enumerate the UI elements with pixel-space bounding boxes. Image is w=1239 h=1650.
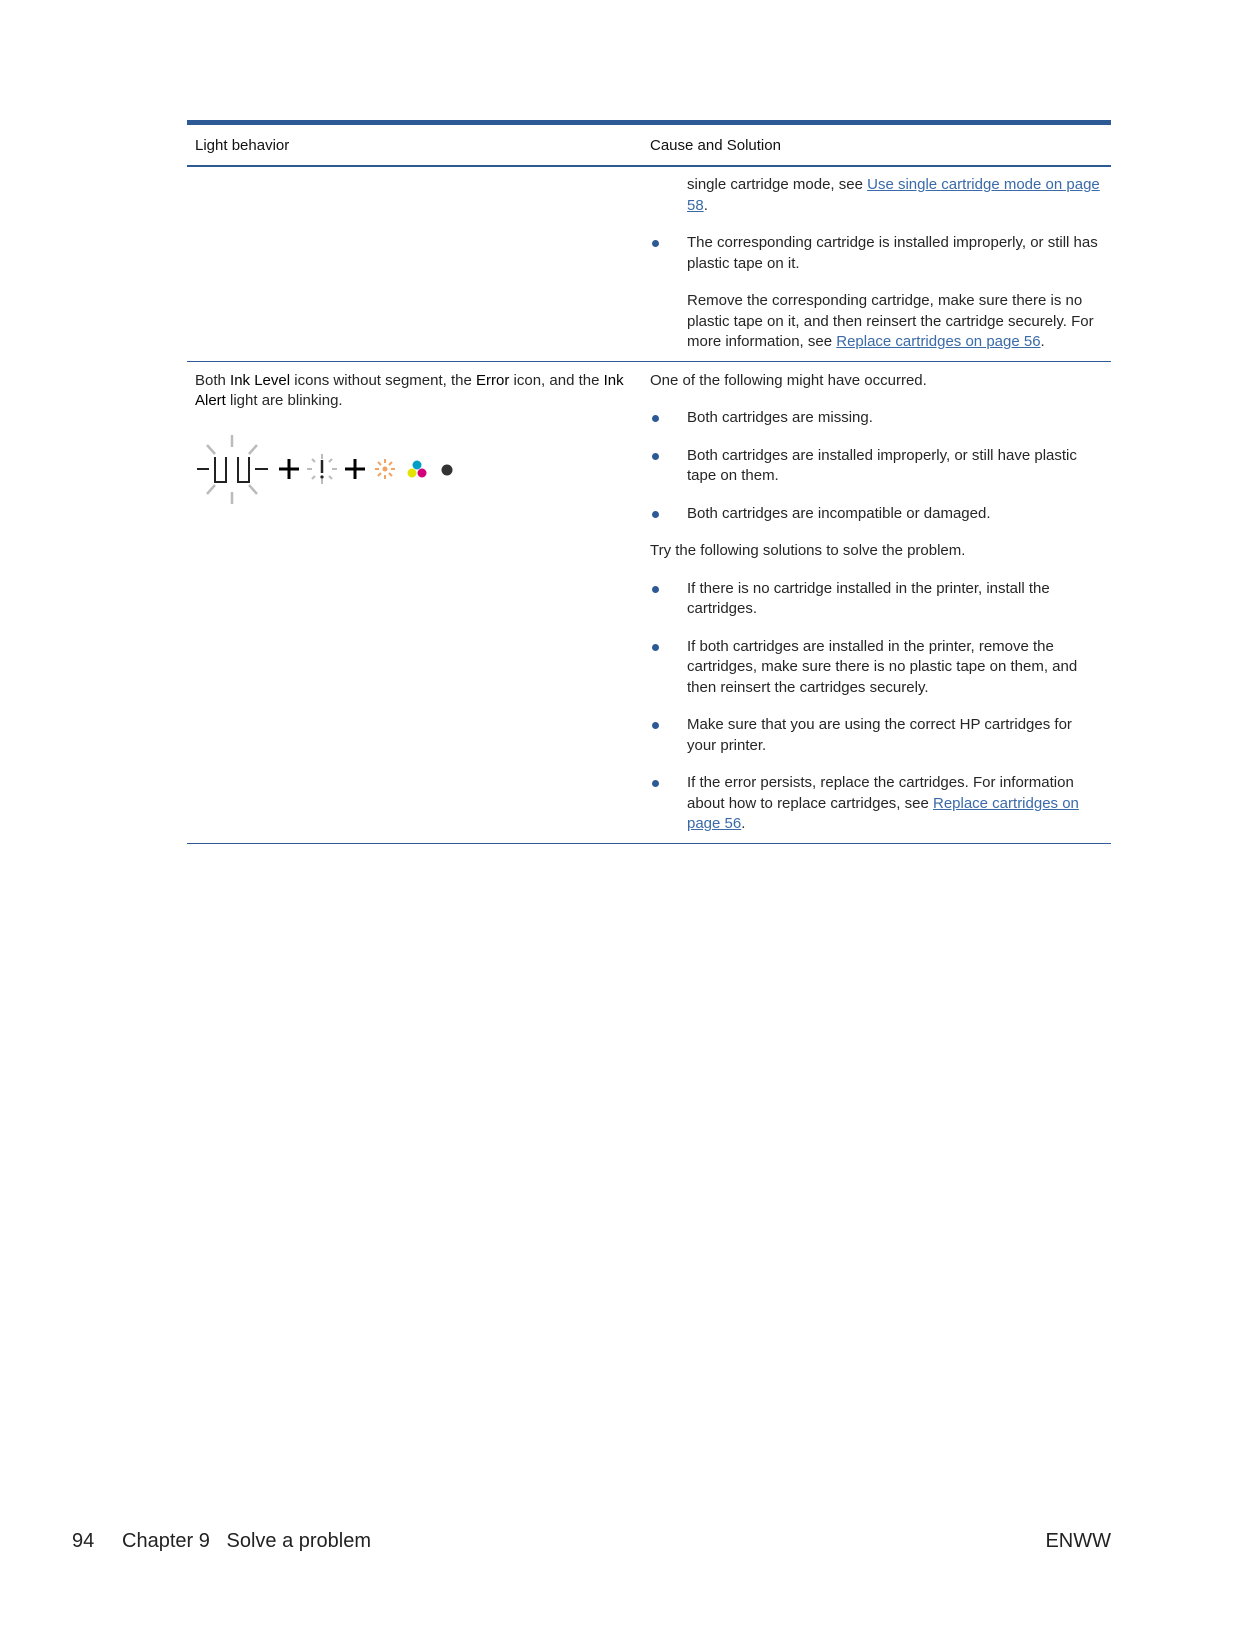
cause-cell <box>650 175 1111 353</box>
chapter-title: Chapter 9 Solve a problem <box>122 1530 372 1552</box>
bullet-icon <box>652 586 659 593</box>
list-item: If both cartridges are installed in the printer, remove the cartridges, make sure there is no plastic tape on them, and then reinsert the cartridges securely. <box>650 637 1103 699</box>
continued-text: single cartridge mode, see Use single cartridge mode on page 58. <box>687 176 1100 214</box>
bullet-icon <box>652 644 659 651</box>
bullet-icon <box>652 780 659 787</box>
single-cartridge-mode-link[interactable]: Use single cartridge mode on page 58 <box>687 176 1100 214</box>
color-cartridge-icon <box>408 460 427 477</box>
ink-alert-icon <box>375 459 395 479</box>
solutions-intro: Try the following solutions to solve the problem. <box>650 542 966 559</box>
locale-code: ENWW <box>1045 1530 1111 1552</box>
table-header <box>187 125 1111 167</box>
black-cartridge-icon <box>442 464 453 475</box>
header-cause-solution: Cause and Solution <box>650 136 781 154</box>
bullet-icon <box>652 415 659 422</box>
list-item: If the error persists, replace the cartridges. For information about how to replace cartridges, see Replace cartridges on page 56. <box>650 773 1103 835</box>
light-description: Both Ink Level icons without segment, the Error icon, and the Ink Alert light are blinking. <box>195 371 624 409</box>
table-row <box>187 362 1111 844</box>
error-icon <box>307 454 337 484</box>
bullet-icon <box>652 453 659 460</box>
page-footer <box>72 1530 1111 1556</box>
bullet-icon <box>652 511 659 518</box>
table-row <box>187 167 1111 362</box>
replace-cartridges-link[interactable]: Replace cartridges on page 56 <box>687 794 1079 832</box>
plus-icon <box>279 459 299 479</box>
plus-icon <box>345 459 365 479</box>
bullet-icon <box>652 240 659 247</box>
replace-cartridges-link[interactable]: Replace cartridges on page 56 <box>836 333 1041 350</box>
control-panel-lights <box>195 432 475 512</box>
page-number: 94 <box>72 1530 95 1552</box>
light-cell <box>187 175 650 353</box>
ink-level-icon <box>197 435 268 504</box>
intro-text: One of the following might have occurred. <box>650 371 927 389</box>
list-item: Both cartridges are incompatible or damaged. <box>650 504 1103 525</box>
bullet-icon <box>652 722 659 729</box>
follow-text: Remove the corresponding cartridge, make sure there is no plastic tape on it, and then reinsert the cartridge securely. For more information, see Replace cartridges on page 56. <box>687 292 1094 350</box>
list-item: Both cartridges are missing. <box>650 408 1103 429</box>
list-item: Both cartridges are installed improperly, or still have plastic tape on them. <box>650 446 1103 487</box>
list-item: The corresponding cartridge is installed improperly, or still has plastic tape on it. <box>650 233 1103 274</box>
header-light-behavior: Light behavior <box>195 136 290 154</box>
cause-cell <box>650 371 1111 835</box>
list-item: If there is no cartridge installed in the printer, install the cartridges. <box>650 579 1103 620</box>
list-item: Make sure that you are using the correct HP cartridges for your printer. <box>650 715 1103 756</box>
light-cell <box>187 371 650 835</box>
light-behavior-table <box>187 120 1111 844</box>
